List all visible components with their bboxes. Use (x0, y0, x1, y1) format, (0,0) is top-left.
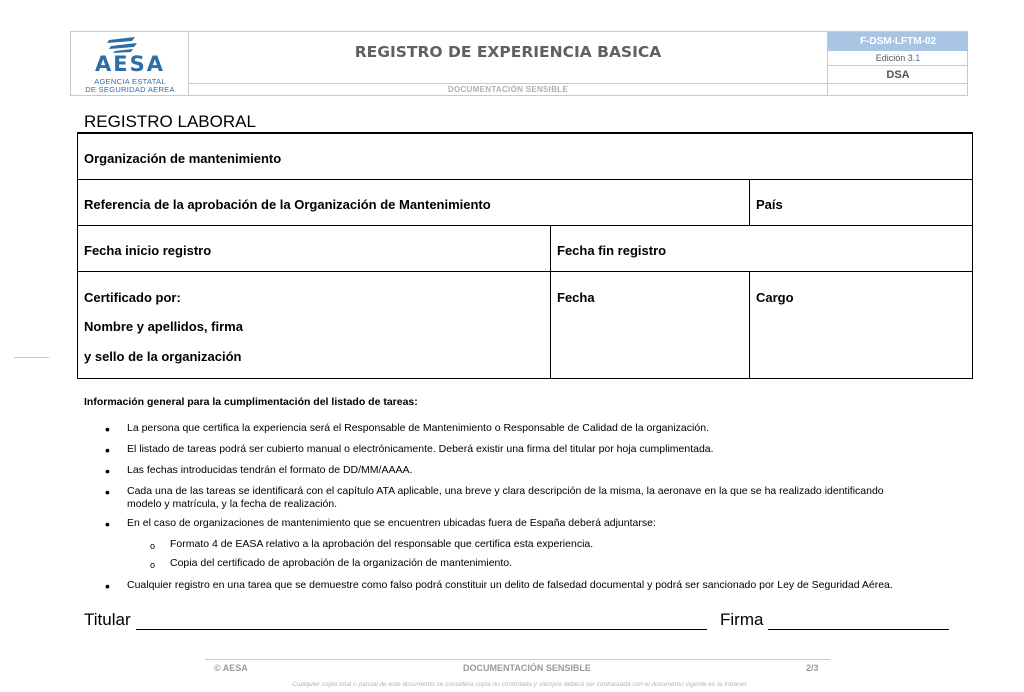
bullet-icon: • (105, 516, 110, 532)
bullet-icon: • (105, 463, 110, 479)
department: DSA (828, 66, 968, 84)
footer-rule (205, 659, 830, 660)
bullet-icon: • (105, 484, 110, 500)
title-cell (189, 32, 827, 84)
info-title: Información general para la cumplimentación del listado de tareas: (84, 396, 418, 408)
margin-mark (14, 357, 49, 358)
info-item: En el caso de organizaciones de mantenimiento que se encuentren ubicadas fuera de España deberá adjuntarse: (127, 517, 656, 529)
bullet-icon: • (105, 421, 110, 437)
holder-label: Titular (84, 610, 131, 629)
sub-bullet-icon: o (150, 541, 156, 551)
info-item: Las fechas introducidas tendrán el formato de DD/MM/AAAA. (127, 464, 413, 476)
edition (828, 51, 968, 66)
field-seal: y sello de la organización (84, 349, 242, 364)
bullet-icon: • (105, 442, 110, 458)
registro-laboral-form (77, 132, 973, 379)
field-date[interactable]: Fecha (557, 290, 595, 305)
sensitivity-label: DOCUMENTACIÓN SENSIBLE (447, 85, 569, 94)
field-start-date[interactable]: Fecha inicio registro (84, 243, 212, 258)
document-meta (827, 32, 967, 95)
field-country[interactable]: País (756, 197, 783, 212)
logo-subtitle-1: AGENCIA ESTATAL (94, 77, 166, 86)
aesa-logo (71, 32, 189, 95)
document-header (70, 31, 968, 96)
edition-minor: 1 (915, 53, 921, 63)
bullet-icon: • (105, 578, 110, 594)
info-item: Cualquier registro en una tarea que se demuestre como falso podrá constituir un delito de falsedad documental y podrá ser sancionado por Ley de Seguridad Aérea. (127, 579, 893, 591)
field-end-date[interactable]: Fecha fin registro (557, 243, 667, 258)
row-divider (78, 225, 972, 226)
info-item: La persona que certifica la experiencia será el Responsable de Mantenimiento o Responsable de Calidad de la organización. (127, 422, 709, 434)
section-title: REGISTRO LABORAL (84, 112, 256, 131)
page-number: 2/3 (806, 663, 819, 673)
column-divider (749, 179, 750, 225)
sign-label: Firma (720, 610, 764, 629)
edition-prefix: Edición 3. (875, 53, 916, 63)
field-position[interactable]: Cargo (756, 290, 794, 305)
field-name-sign: Nombre y apellidos, firma (84, 319, 243, 334)
holder-signature-line[interactable] (136, 629, 707, 630)
logo-subtitle-2: DE SEGURIDAD AEREA (85, 85, 175, 94)
row-divider (78, 271, 972, 272)
row-divider (78, 179, 972, 180)
footer-copyright: © AESA (214, 663, 248, 673)
column-divider (749, 271, 750, 379)
document-code: F-DSM-LFTM-02 (828, 32, 968, 51)
info-item: Cada una de las tareas se identificará con el capítulo ATA aplicable, una breve y clara descripción de la misma, la aeronave en la que se ha realizado identificando (127, 485, 884, 497)
info-subitem: Formato 4 de EASA relativo a la aprobación del responsable que certifica esta experiencia. (170, 538, 594, 550)
sub-bullet-icon: o (150, 560, 156, 570)
field-org[interactable]: Organización de mantenimiento (84, 151, 282, 166)
document-title: REGISTRO DE EXPERIENCIA BASICA (354, 43, 662, 61)
field-certified-by[interactable]: Certificado por: (84, 290, 181, 305)
footer-label: DOCUMENTACIÓN SENSIBLE (463, 663, 591, 673)
sign-signature-line[interactable] (768, 629, 949, 630)
info-item: El listado de tareas podrá ser cubierto manual o electrónicamente. Deberá existir una firma del titular por hoja cumplimentada. (127, 443, 714, 455)
footer-note: Cualquier copia total o parcial de este documento se considera copia no controlada y siempre deberá ser contrastada con el documento vigente en la Intranet. (292, 681, 748, 688)
logo-wordmark: AESA (95, 52, 165, 76)
column-divider (550, 225, 551, 379)
info-item-continuation: modelo y matrícula, y la fecha de realización. (127, 498, 338, 510)
field-approval-ref[interactable]: Referencia de la aprobación de la Organización de Mantenimiento (84, 197, 491, 212)
info-subitem: Copia del certificado de aprobación de la organización de mantenimiento. (170, 557, 513, 569)
